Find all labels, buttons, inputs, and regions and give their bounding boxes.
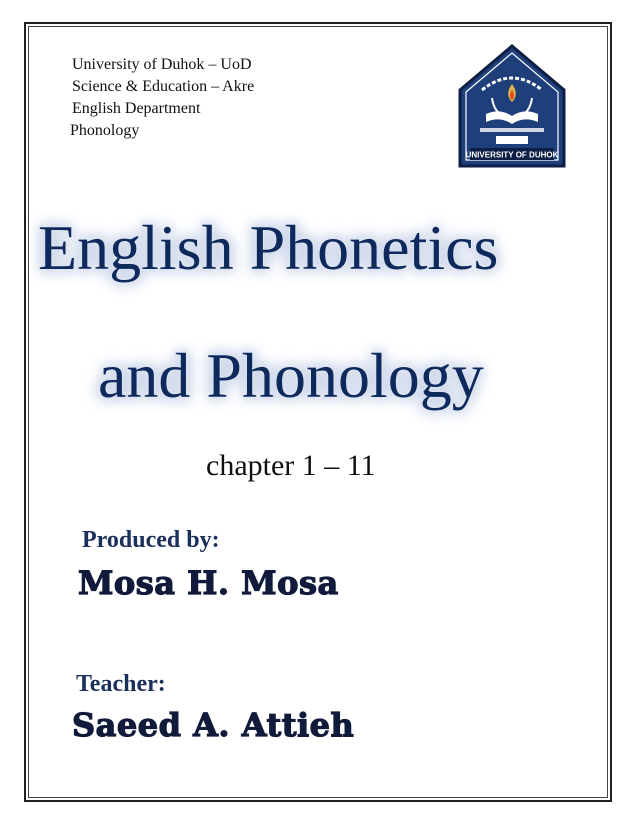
teacher-label: Teacher: bbox=[76, 671, 166, 697]
teacher-name: Saeed A. Attieh bbox=[72, 706, 355, 744]
title-line-2: and Phonology bbox=[98, 340, 484, 411]
institution-info bbox=[72, 54, 254, 142]
university-line: University of Duhok – UoD bbox=[72, 56, 252, 73]
university-of-duhok-logo bbox=[452, 42, 572, 170]
produced-by-label: Produced by: bbox=[82, 527, 220, 553]
subject-line: Phonology bbox=[70, 122, 140, 139]
faculty-line: Science & Education – Akre bbox=[72, 78, 255, 95]
logo-caption: UNIVERSITY OF DUHOK bbox=[465, 150, 559, 160]
department-line: English Department bbox=[72, 100, 201, 117]
chapter-range: chapter 1 – 11 bbox=[206, 449, 376, 482]
title-line-1: English Phonetics bbox=[38, 212, 499, 283]
producer-name: Mosa H. Mosa bbox=[78, 564, 339, 602]
